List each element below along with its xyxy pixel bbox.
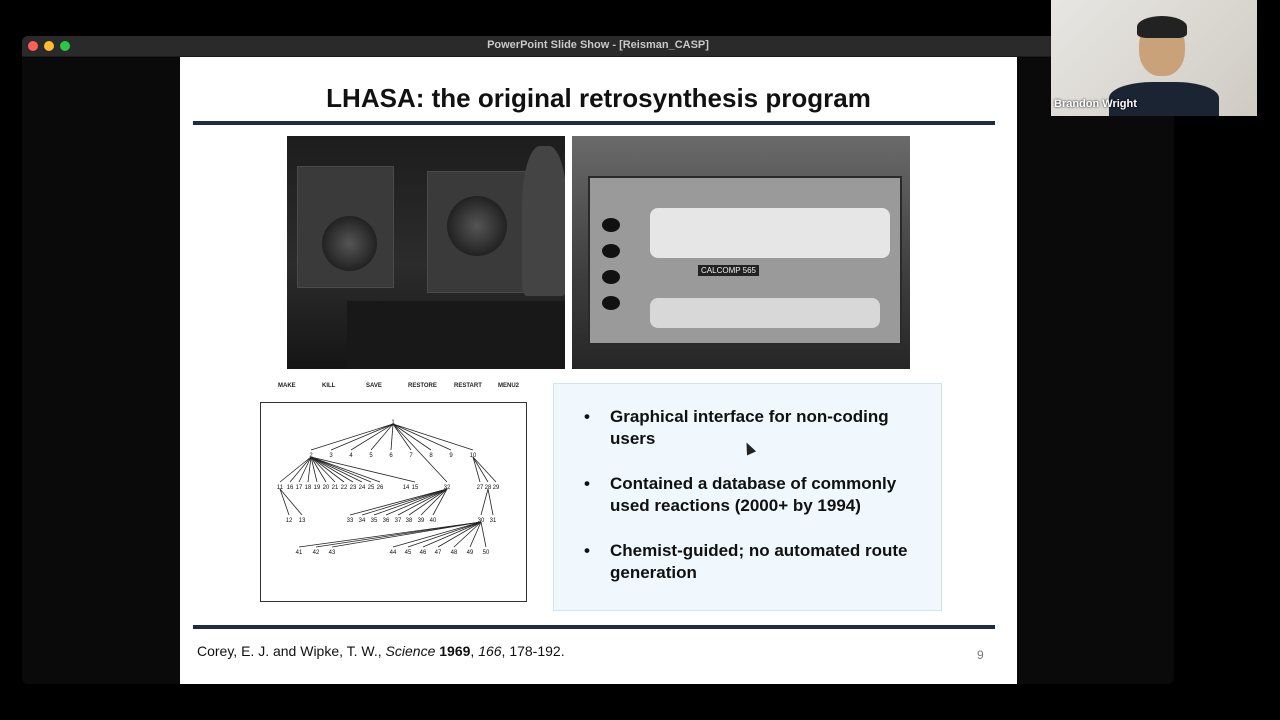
knob-icon — [602, 244, 620, 258]
tree-node-label: 42 — [312, 550, 320, 556]
tree-edge — [280, 457, 311, 482]
photo-operator-console — [287, 136, 565, 369]
tree-edge — [374, 489, 447, 515]
tree-node-label: 10 — [469, 453, 477, 459]
tree-edge — [393, 424, 431, 450]
title-divider — [193, 121, 995, 125]
photo-plotter — [572, 136, 910, 369]
menu-item-kill: KILL — [322, 383, 336, 389]
knob-icon — [602, 270, 620, 284]
knob-icon — [602, 218, 620, 232]
participant-video-tile[interactable] — [1051, 0, 1257, 116]
tree-node-label: 9 — [449, 453, 453, 459]
citation-year: 1969 — [435, 643, 471, 659]
tree-edge — [350, 489, 447, 515]
bullet-text: Graphical interface for non-coding users — [610, 407, 889, 448]
bullet-marker: • — [584, 407, 590, 426]
tree-edge — [280, 489, 302, 515]
citation-journal: Science — [385, 643, 436, 659]
tree-node-label: 17 — [295, 485, 303, 491]
menu-item-restore: RESTORE — [408, 383, 437, 389]
menu-item-menu2: MENU2 — [498, 383, 520, 389]
tree-edge — [351, 424, 393, 450]
tree-node-label: 39 — [417, 518, 425, 524]
tree-node-label: 46 — [419, 550, 427, 556]
bullet-text: Contained a database of commonly used reactions (2000+ by 1994) — [610, 474, 897, 515]
tree-node-label: 5 — [369, 453, 373, 459]
tree-node-label: 43 — [328, 550, 336, 556]
slide-title: LHASA: the original retrosynthesis program — [326, 83, 871, 113]
tree-node-label: 3 — [329, 453, 333, 459]
synthesis-tree — [261, 403, 526, 601]
tree-edge — [311, 457, 380, 482]
tree-edge — [481, 489, 488, 515]
tree-node-label: 44 — [389, 550, 397, 556]
tree-node-label: 15 — [411, 485, 419, 491]
tree-edge — [311, 457, 353, 482]
tree-node-label: 19 — [313, 485, 321, 491]
paper-sheet — [650, 208, 890, 258]
tree-edge — [386, 489, 447, 515]
window-titlebar — [22, 36, 1174, 57]
tree-node-label: 27 — [476, 485, 484, 491]
tree-node-label: 47 — [434, 550, 442, 556]
tree-node-label: 11 — [276, 485, 284, 491]
participant-name: Brandon Wright — [1054, 98, 1137, 110]
tree-node-label: 7 — [409, 453, 413, 459]
tree-node-label: 33 — [346, 518, 354, 524]
bullet-text: Chemist-guided; no automated route generation — [610, 541, 908, 582]
desk — [347, 301, 565, 369]
slide-page-number: 9 — [977, 648, 984, 662]
crt-screen-icon — [322, 216, 377, 271]
slide[interactable] — [180, 57, 1017, 684]
citation-authors: Corey, E. J. and Wipke, T. W., — [197, 643, 386, 659]
footer-divider — [193, 625, 995, 629]
tree-node-label: 24 — [358, 485, 366, 491]
tree-edge — [331, 424, 393, 450]
participant-hair — [1137, 16, 1187, 38]
tree-node-label: 35 — [370, 518, 378, 524]
tree-node-label: 40 — [429, 518, 437, 524]
tree-edge — [280, 489, 289, 515]
tree-node-label: 2 — [309, 453, 313, 459]
tree-node-label: 34 — [358, 518, 366, 524]
tree-node-label: 12 — [285, 518, 293, 524]
bullet-marker: • — [584, 541, 590, 560]
menu-item-restart: RESTART — [454, 383, 482, 389]
tree-edge — [481, 522, 486, 547]
lhasa-menu-row — [275, 383, 525, 395]
tree-node-label: 36 — [382, 518, 390, 524]
bullet-marker: • — [584, 474, 590, 493]
menu-item-make: MAKE — [278, 383, 296, 389]
tree-node-label: 30 — [477, 518, 485, 524]
plotter-label: CALCOMP 565 — [698, 265, 759, 276]
tree-edge — [311, 424, 393, 450]
tree-node-label: 6 — [389, 453, 393, 459]
tree-node-label: 38 — [405, 518, 413, 524]
slideshow-window — [22, 36, 1174, 684]
tree-node-label: 16 — [286, 485, 294, 491]
citation-volume: 166 — [478, 643, 502, 659]
tree-node-label: 41 — [295, 550, 303, 556]
tree-edge — [488, 489, 493, 515]
tree-node-label: 50 — [482, 550, 490, 556]
tree-node-label: 48 — [450, 550, 458, 556]
tree-node-label: 22 — [340, 485, 348, 491]
tree-node-label: 31 — [489, 518, 497, 524]
tree-node-label: 20 — [322, 485, 330, 491]
tree-node-label: 28 — [484, 485, 492, 491]
crt-screen-icon — [447, 196, 507, 256]
citation-pages: , 178-192. — [501, 643, 565, 659]
operator-figure — [522, 146, 565, 296]
paper-roll — [650, 298, 880, 328]
citation-separator: , — [470, 643, 479, 659]
tree-node-label: 25 — [367, 485, 375, 491]
tree-node-label: 8 — [429, 453, 433, 459]
tree-node-label: 18 — [304, 485, 312, 491]
synthesis-tree-figure — [260, 402, 527, 602]
tree-node-label: 21 — [331, 485, 339, 491]
tree-node-label: 45 — [404, 550, 412, 556]
menu-item-save: SAVE — [366, 383, 382, 389]
tree-node-label: 4 — [349, 453, 353, 459]
knob-icon — [602, 296, 620, 310]
tree-node-label: 32 — [443, 485, 451, 491]
tree-edge — [473, 457, 488, 482]
tree-node-label: 14 — [402, 485, 410, 491]
tree-node-label: 23 — [349, 485, 357, 491]
tree-edge — [391, 424, 393, 450]
bullet-box — [553, 383, 942, 611]
plotter-device — [588, 176, 902, 345]
tree-node-label: 29 — [492, 485, 500, 491]
tree-node-label: 37 — [394, 518, 402, 524]
window-title: PowerPoint Slide Show - [Reisman_CASP] — [487, 39, 709, 51]
tree-node-label: 1 — [391, 420, 395, 426]
tree-node-label: 13 — [298, 518, 306, 524]
tree-node-label: 49 — [466, 550, 474, 556]
citation — [197, 643, 565, 659]
tree-node-label: 26 — [376, 485, 384, 491]
tree-edge — [409, 489, 447, 515]
